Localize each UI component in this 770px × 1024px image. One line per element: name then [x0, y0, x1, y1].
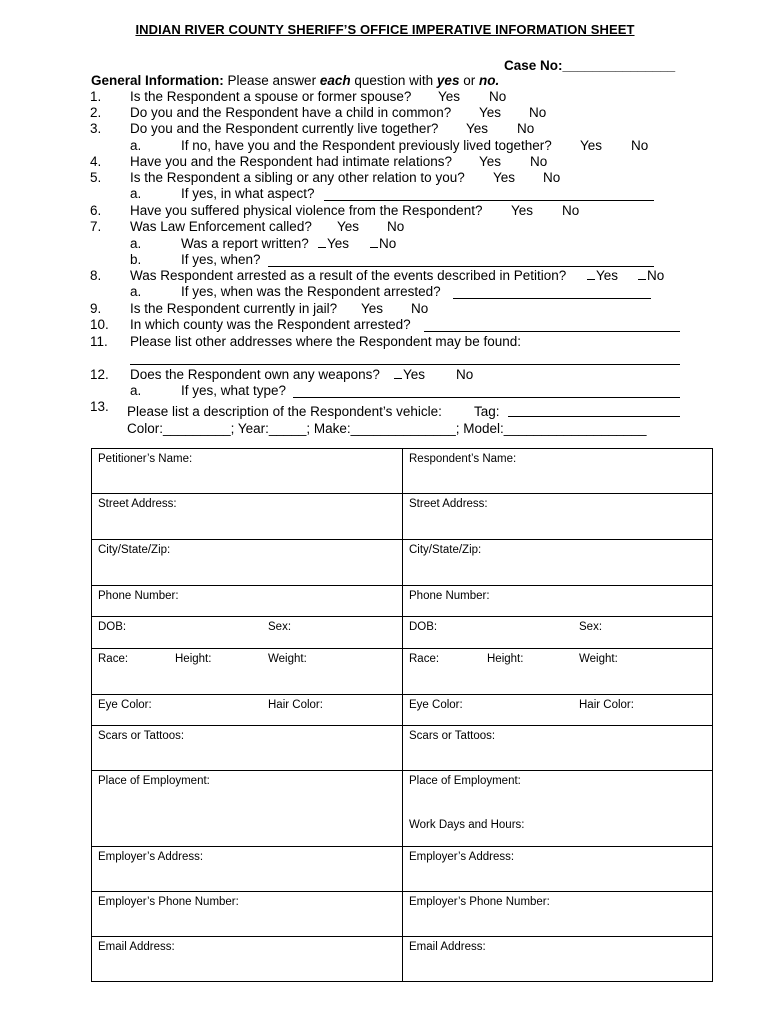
question-3	[0, 121, 770, 137]
each-emphasis: each	[319, 73, 351, 88]
arrest-date-line[interactable]	[453, 298, 651, 299]
race-label: Race:	[98, 653, 129, 665]
dob-label: DOB:	[98, 621, 127, 633]
question-7a	[0, 236, 770, 252]
info-table	[91, 448, 713, 982]
question-text: If yes, when was the Respondent arrested?	[181, 284, 441, 299]
question-5	[0, 170, 770, 186]
city-state-zip-label: City/State/Zip:	[409, 544, 482, 556]
eye-color-label: Eye Color:	[98, 699, 152, 711]
scars-tattoos-label: Scars or Tattoos:	[98, 730, 185, 742]
respondent-employment-cell[interactable]	[403, 771, 712, 846]
petitioner-employer-phone-cell[interactable]	[92, 892, 402, 936]
dob-label: DOB:	[409, 621, 438, 633]
petitioner-city-cell[interactable]	[92, 540, 402, 585]
checkbox-line[interactable]	[587, 279, 595, 280]
question-number: 1.	[90, 89, 102, 104]
sex-label: Sex:	[579, 621, 603, 633]
yes-option[interactable]: Yes	[511, 203, 534, 218]
question-text: Does the Respondent own any weapons?	[130, 367, 380, 382]
general-info-label: General Information:	[91, 73, 224, 88]
respondent-race-height-weight-cell[interactable]	[403, 649, 712, 694]
respondent-employer-address-cell[interactable]	[403, 847, 712, 891]
yes-option[interactable]: Yes	[361, 301, 384, 316]
sex-label: Sex:	[268, 621, 292, 633]
petitioner-phone-cell[interactable]	[92, 586, 402, 616]
respondent-scars-cell[interactable]	[403, 726, 712, 770]
hair-color-label: Hair Color:	[268, 699, 323, 711]
yes-option[interactable]: Yes	[493, 170, 516, 185]
petitioner-eye-hair-cell[interactable]	[92, 695, 402, 725]
question-number: 2.	[90, 105, 102, 120]
petitioner-employment-cell[interactable]	[92, 771, 402, 846]
no-option[interactable]: No	[387, 219, 405, 234]
petitioner-email-cell[interactable]	[92, 937, 402, 981]
respondent-phone-cell[interactable]	[403, 586, 712, 616]
yes-option[interactable]: Yes	[403, 367, 426, 382]
no-option[interactable]: No	[489, 89, 507, 104]
employer-address-label: Employer’s Address:	[409, 851, 515, 863]
employer-address-label: Employer’s Address:	[98, 851, 204, 863]
report-date-line[interactable]	[268, 266, 654, 267]
yes-option[interactable]: Yes	[596, 268, 619, 283]
instructions-text: question with	[350, 73, 437, 88]
question-number: a.	[130, 284, 142, 299]
tag-label: Tag:	[474, 404, 500, 419]
question-8	[0, 268, 770, 284]
yes-option[interactable]: Yes	[438, 89, 461, 104]
question-number: a.	[130, 138, 142, 153]
checkbox-line[interactable]	[394, 378, 402, 379]
question-number: 4.	[90, 154, 102, 169]
question-number: 8.	[90, 268, 102, 283]
question-text: If yes, when?	[181, 252, 261, 267]
question-number: a.	[130, 186, 142, 201]
no-option[interactable]: No	[631, 138, 649, 153]
county-answer-line[interactable]	[424, 331, 680, 332]
question-text: Please list other addresses where the Respondent may be found:	[130, 334, 521, 349]
petitioner-scars-cell[interactable]	[92, 726, 402, 770]
question-number: a.	[130, 383, 142, 398]
respondent-city-cell[interactable]	[403, 540, 712, 585]
height-label: Height:	[487, 653, 524, 665]
tag-answer-line[interactable]	[508, 416, 680, 417]
scars-tattoos-label: Scars or Tattoos:	[409, 730, 496, 742]
yes-option[interactable]: Yes	[337, 219, 360, 234]
weapon-type-line[interactable]	[293, 397, 680, 398]
petitioner-race-height-weight-cell[interactable]	[92, 649, 402, 694]
phone-number-label: Phone Number:	[409, 590, 490, 602]
question-number: 13.	[90, 399, 109, 414]
phone-number-label: Phone Number:	[98, 590, 179, 602]
checkbox-line[interactable]	[370, 247, 378, 248]
general-info-instructions	[91, 73, 499, 89]
question-12	[0, 367, 770, 383]
instructions-text: or	[459, 73, 479, 88]
question-6	[0, 203, 770, 219]
weight-label: Weight:	[579, 653, 618, 665]
height-label: Height:	[175, 653, 212, 665]
case-number-field[interactable]: Case No:_______________	[504, 58, 676, 73]
place-of-employment-label: Place of Employment:	[409, 775, 521, 787]
question-text: Do you and the Respondent have a child in common?	[130, 105, 452, 120]
question-2	[0, 105, 770, 121]
yes-option[interactable]: Yes	[327, 236, 350, 251]
street-address-label: Street Address:	[409, 498, 488, 510]
respondent-street-cell[interactable]	[403, 494, 712, 539]
question-number: 6.	[90, 203, 102, 218]
respondent-employer-phone-cell[interactable]	[403, 892, 712, 936]
email-address-label: Email Address:	[409, 941, 486, 953]
question-text: In which county was the Respondent arrested?	[130, 317, 411, 332]
no-emphasis: no.	[478, 73, 500, 88]
petitioner-dob-sex-cell[interactable]	[92, 617, 402, 648]
question-8a	[0, 284, 770, 300]
no-option[interactable]: No	[562, 203, 580, 218]
question-7	[0, 219, 770, 235]
question-text: Is the Respondent currently in jail?	[130, 301, 338, 316]
street-address-label: Street Address:	[98, 498, 177, 510]
question-number: 5.	[90, 170, 102, 185]
question-text: Have you suffered physical violence from the Respondent?	[130, 203, 483, 218]
hair-color-label: Hair Color:	[579, 699, 634, 711]
question-text: Was a report written?	[181, 236, 309, 251]
weight-label: Weight:	[268, 653, 307, 665]
question-text: Is the Respondent a spouse or former spouse?	[130, 89, 412, 104]
relation-answer-line[interactable]	[324, 200, 654, 201]
question-text: If no, have you and the Respondent previously lived together?	[181, 138, 552, 153]
respondent-dob-sex-cell[interactable]	[403, 617, 712, 648]
respondent-name-label: Respondent’s Name:	[409, 453, 517, 465]
instructions-text: Please answer	[223, 73, 320, 88]
question-number: a.	[130, 236, 142, 251]
no-option[interactable]: No	[529, 105, 547, 120]
checkbox-line[interactable]	[318, 247, 326, 248]
no-option[interactable]: No	[543, 170, 561, 185]
no-option[interactable]: No	[411, 301, 429, 316]
work-days-hours-label: Work Days and Hours:	[409, 819, 525, 831]
question-number: 12.	[90, 367, 109, 382]
yes-option[interactable]: Yes	[466, 121, 489, 136]
no-option[interactable]: No	[530, 154, 548, 169]
eye-color-label: Eye Color:	[409, 699, 463, 711]
question-text: If yes, in what aspect?	[181, 186, 315, 201]
question-1	[0, 89, 770, 105]
question-11	[0, 334, 770, 350]
checkbox-line[interactable]	[638, 279, 646, 280]
respondent-email-cell[interactable]	[403, 937, 712, 981]
respondent-eye-hair-cell[interactable]	[403, 695, 712, 725]
question-text: Was Respondent arrested as a result of the events described in Petition?	[130, 268, 567, 283]
vehicle-details-line[interactable]: Color:_________; Year:_____; Make:______________; Model:___________________	[127, 421, 647, 436]
addresses-answer-line[interactable]	[130, 364, 680, 365]
question-text: Please list a description of the Respondent’s vehicle:	[127, 404, 442, 419]
question-9	[0, 301, 770, 317]
question-4	[0, 154, 770, 170]
employer-phone-label: Employer’s Phone Number:	[98, 896, 239, 908]
question-number: b.	[130, 252, 142, 267]
city-state-zip-label: City/State/Zip:	[98, 544, 171, 556]
question-number: 9.	[90, 301, 102, 316]
email-address-label: Email Address:	[98, 941, 175, 953]
petitioner-name-cell[interactable]	[92, 449, 402, 493]
no-option[interactable]: No	[647, 268, 665, 283]
petitioner-street-cell[interactable]	[92, 494, 402, 539]
yes-option[interactable]: Yes	[580, 138, 603, 153]
no-option[interactable]: No	[517, 121, 535, 136]
employer-phone-label: Employer’s Phone Number:	[409, 896, 550, 908]
question-text: Do you and the Respondent currently live together?	[130, 121, 439, 136]
question-number: 11.	[90, 334, 108, 349]
yes-emphasis: yes	[436, 73, 460, 88]
question-text: Was Law Enforcement called?	[130, 219, 312, 234]
petitioner-name-label: Petitioner’s Name:	[98, 453, 193, 465]
question-text: If yes, what type?	[181, 383, 287, 398]
no-option[interactable]: No	[379, 236, 397, 251]
question-number: 10.	[90, 317, 109, 332]
form-title: INDIAN RIVER COUNTY SHERIFF’S OFFICE IMPERATIVE INFORMATION SHEET	[135, 22, 635, 37]
no-option[interactable]: No	[456, 367, 474, 382]
question-text: Have you and the Respondent had intimate relations?	[130, 154, 452, 169]
question-number: 3.	[90, 121, 102, 136]
petitioner-employer-address-cell[interactable]	[92, 847, 402, 891]
yes-option[interactable]: Yes	[479, 154, 502, 169]
question-3a	[0, 138, 770, 154]
yes-option[interactable]: Yes	[479, 105, 502, 120]
question-text: Is the Respondent a sibling or any other relation to you?	[130, 170, 465, 185]
respondent-name-cell[interactable]	[403, 449, 712, 493]
race-label: Race:	[409, 653, 440, 665]
question-number: 7.	[90, 219, 102, 234]
place-of-employment-label: Place of Employment:	[98, 775, 210, 787]
